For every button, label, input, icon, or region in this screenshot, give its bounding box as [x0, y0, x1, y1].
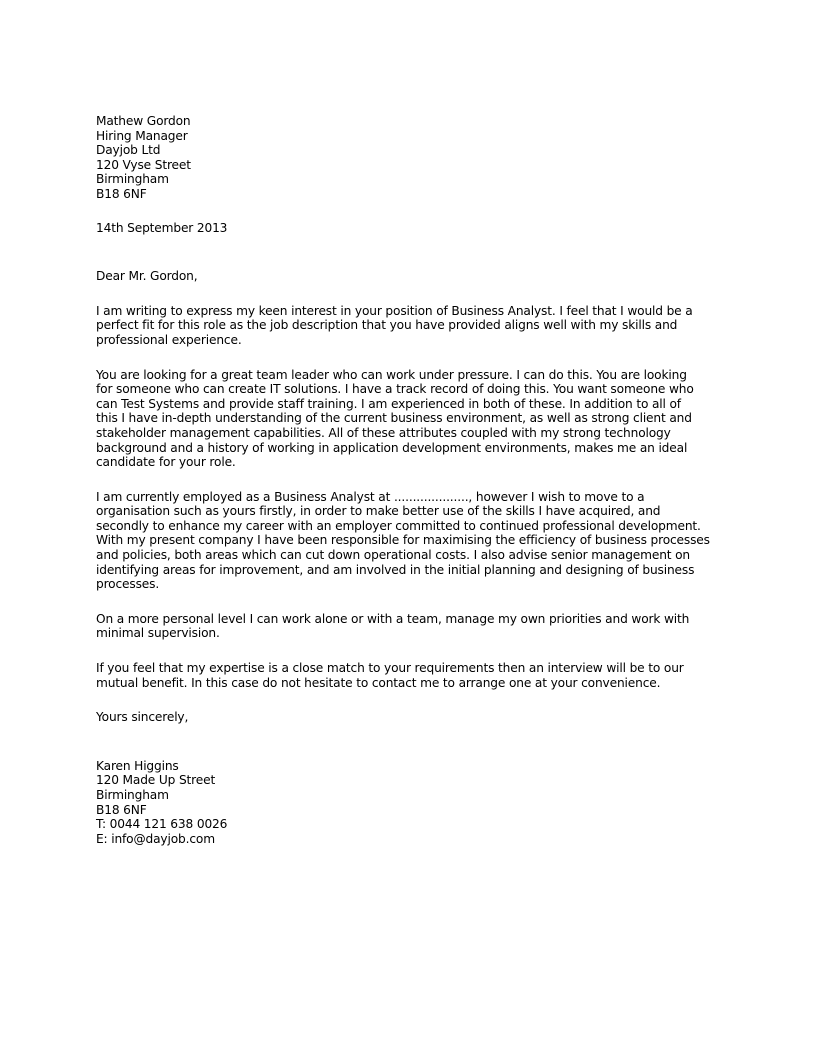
paragraph-line: can Test Systems and provide staff training. I am experienced in both of these. In addition to all of: [96, 396, 681, 411]
recipient-name: Mathew Gordon: [96, 114, 191, 128]
recipient-address: [96, 114, 724, 202]
paragraph-line: You are looking for a great team leader who can work under pressure. I can do this. You are looking: [96, 367, 687, 382]
paragraph-line: processes.: [96, 577, 160, 592]
paragraph-line: perfect fit for this role as the job description that you have provided aligns well with my skills and: [96, 318, 678, 333]
letter-date: [96, 221, 724, 236]
salutation-text: Dear Mr. Gordon,: [96, 269, 198, 284]
paragraph-line: On a more personal level I can work alone or with a team, manage my own priorities and work with: [96, 611, 690, 626]
recipient-title: Hiring Manager: [96, 128, 188, 143]
closing-text: Yours sincerely,: [96, 710, 189, 725]
body-paragraph: [96, 490, 724, 592]
salutation: [96, 269, 724, 284]
paragraph-line: minimal supervision.: [96, 626, 220, 641]
letter-page: [96, 114, 724, 846]
sender-name: Karen Higgins: [96, 758, 179, 773]
date-text: 14th September 2013: [96, 220, 228, 235]
paragraph-line: stakeholder management capabilities. All of these attributes coupled with my strong technology: [96, 425, 671, 440]
paragraph-line: I am currently employed as a Business Analyst at ...................., however I wish to move to a: [96, 489, 645, 504]
paragraph-line: and policies, both areas which can cut down operational costs. I also advise senior management on: [96, 548, 691, 563]
paragraph-line: With my present company I have been responsible for maximising the efficiency of business processes: [96, 533, 710, 548]
paragraph-line: for someone who can create IT solutions. I have a track record of doing this. You want someone who: [96, 382, 694, 397]
sender-email: E: info@dayjob.com: [96, 831, 215, 846]
paragraph-line: professional experience.: [96, 332, 242, 347]
paragraph-line: background and a history of working in application development environments, makes me an ideal: [96, 440, 688, 455]
closing: [96, 710, 724, 725]
body-paragraph: [96, 368, 724, 470]
body-paragraph: [96, 612, 724, 641]
paragraph-line: I am writing to express my keen interest in your position of Business Analyst. I feel that I would be a: [96, 303, 693, 318]
sender-postcode: B18 6NF: [96, 802, 147, 817]
body-paragraph: [96, 304, 724, 348]
paragraph-line: organisation such as yours firstly, in order to make better use of the skills I have acquired, and: [96, 504, 661, 519]
paragraph-line: candidate for your role.: [96, 455, 236, 470]
paragraph-line: this I have in-depth understanding of the current business environment, as well as strong client and: [96, 411, 692, 426]
sender-address: [96, 759, 724, 847]
recipient-company: Dayjob Ltd: [96, 143, 161, 158]
paragraph-line: identifying areas for improvement, and am involved in the initial planning and designing of business: [96, 562, 695, 577]
paragraph-line: If you feel that my expertise is a close match to your requirements then an interview will be to our: [96, 661, 684, 676]
recipient-street: 120 Vyse Street: [96, 157, 191, 172]
paragraph-line: mutual benefit. In this case do not hesitate to contact me to arrange one at your convenience.: [96, 675, 661, 690]
body-paragraph: [96, 661, 724, 690]
sender-city: Birmingham: [96, 788, 169, 802]
sender-phone: T: 0044 121 638 0026: [96, 817, 228, 832]
recipient-postcode: B18 6NF: [96, 186, 147, 201]
paragraph-line: secondly to enhance my career with an employer committed to continued professional development.: [96, 518, 701, 533]
sender-street: 120 Made Up Street: [96, 773, 216, 788]
recipient-city: Birmingham: [96, 172, 169, 187]
